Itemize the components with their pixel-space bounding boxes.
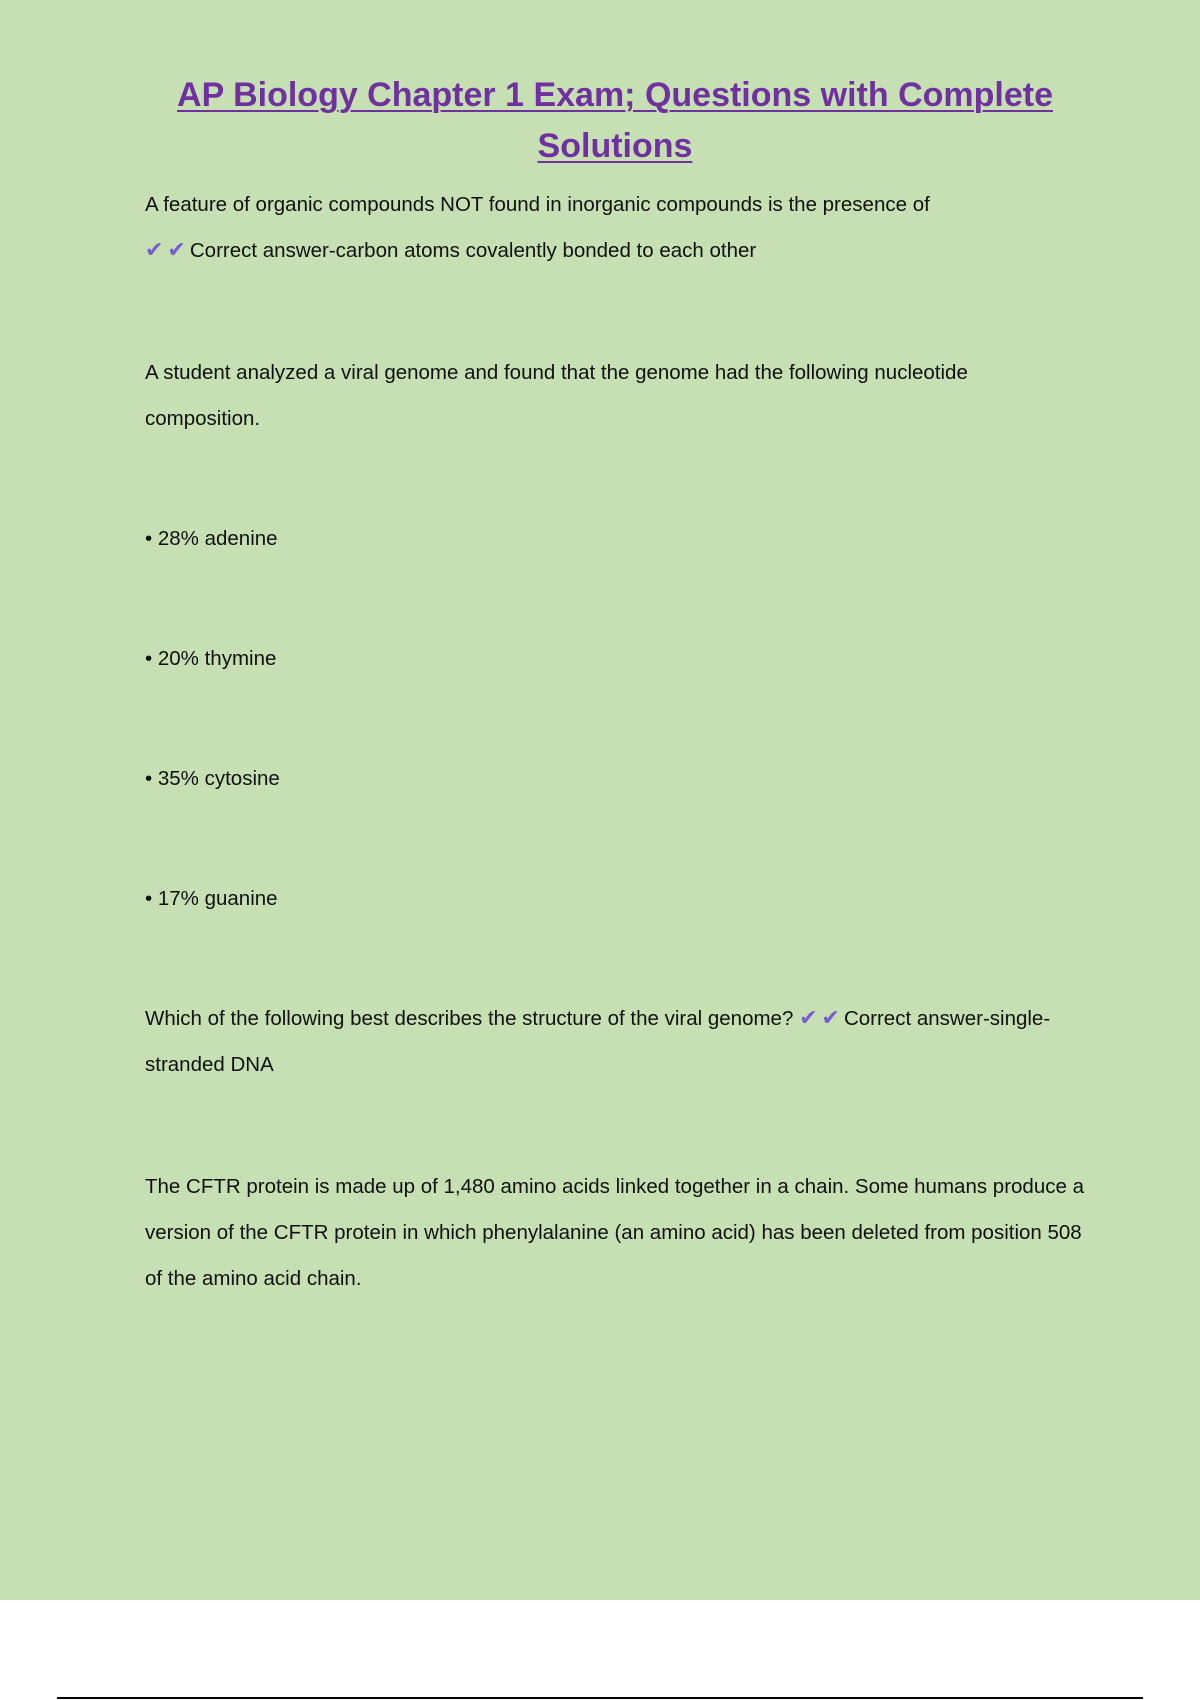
- list-item: • 17% guanine: [145, 887, 278, 910]
- spacer: [145, 562, 1085, 636]
- spacer: [145, 442, 1085, 516]
- list-item: • 35% cytosine: [145, 767, 280, 790]
- spacer: [145, 682, 1085, 756]
- answer-2-text: Correct answer-single-stranded DNA: [145, 1007, 1051, 1076]
- document-content: [145, 70, 1085, 1302]
- spacer: [145, 274, 1085, 350]
- double-check-icon: ✔✔: [145, 238, 190, 263]
- question-1: [145, 182, 1085, 274]
- question-2-text: Which of the following best describes the structure of the viral genome?: [145, 1007, 794, 1030]
- footer-divider: [57, 1697, 1143, 1699]
- answer-1-text: Correct answer-carbon atoms covalently bonded to each other: [189, 239, 757, 262]
- question-2: [145, 996, 1085, 1088]
- list-item: • 28% adenine: [145, 527, 278, 550]
- spacer: [145, 802, 1085, 876]
- document-title: AP Biology Chapter 1 Exam; Questions with Complete Solutions: [177, 76, 1053, 165]
- question-1-text: A feature of organic compounds NOT found in inorganic compounds is the presence of: [145, 193, 930, 216]
- question-3-text: The CFTR protein is made up of 1,480 amino acids linked together in a chain. Some humans produce a version of the CFTR protein in which phenylalanine (an amino acid) has been deleted from position 508 of the amino acid chain.: [145, 1175, 1084, 1290]
- double-check-icon: ✔✔: [799, 1006, 844, 1031]
- list-item: • 20% thymine: [145, 647, 277, 670]
- spacer: [145, 1088, 1085, 1164]
- spacer: [145, 922, 1085, 996]
- question-2-intro: A student analyzed a viral genome and found that the genome had the following nucleotide composition.: [145, 361, 968, 430]
